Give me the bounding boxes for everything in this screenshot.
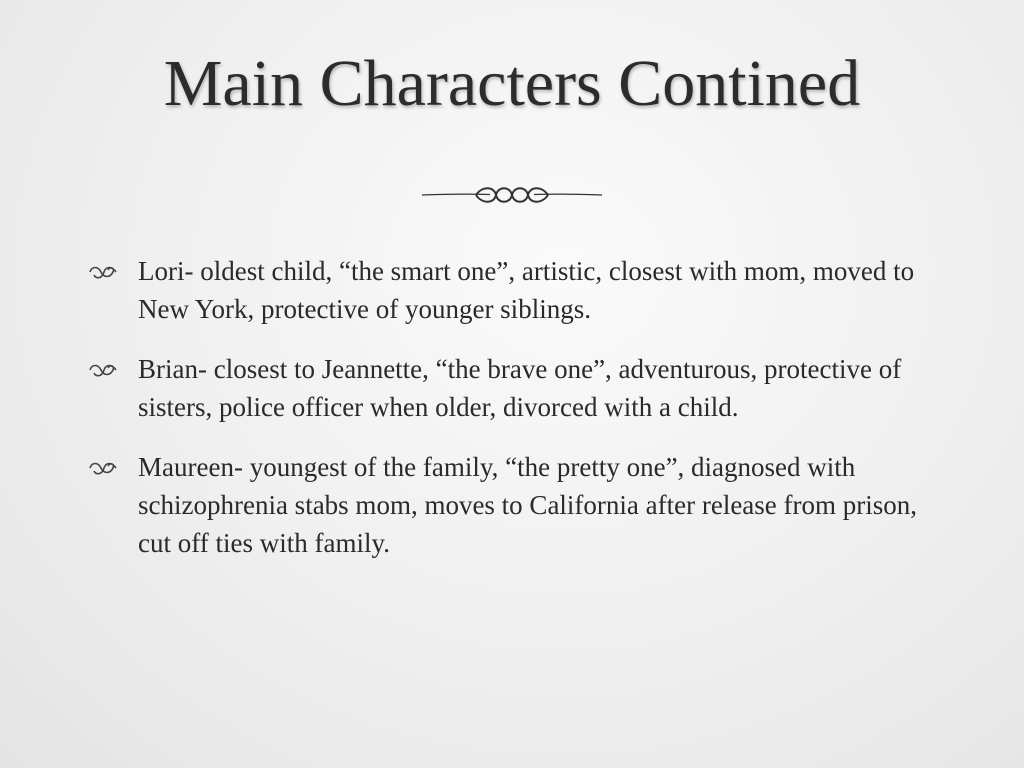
bullet-list (88, 252, 948, 584)
slide-title: Main Characters Contined (163, 47, 861, 120)
bullet-item-lori (88, 252, 948, 328)
bullet-text: Brian- closest to Jeannette, “the brave one”, adventurous, protective of sisters, police officer when older, divorced with a child. (138, 354, 902, 422)
double-loop-bullet-icon (88, 361, 118, 379)
bullet-text: Lori- oldest child, “the smart one”, artistic, closest with mom, moved to New York, protective of younger siblings. (138, 256, 915, 324)
bullet-item-maureen (88, 448, 948, 562)
double-loop-bullet-icon (88, 459, 118, 477)
bullet-text: Maureen- youngest of the family, “the pretty one”, diagnosed with schizophrenia stabs mom, moves to California after release from prison, cut off ties with family. (138, 452, 918, 558)
bullet-item-brian (88, 350, 948, 426)
scroll-divider-icon (420, 178, 604, 212)
double-loop-bullet-icon (88, 263, 118, 281)
